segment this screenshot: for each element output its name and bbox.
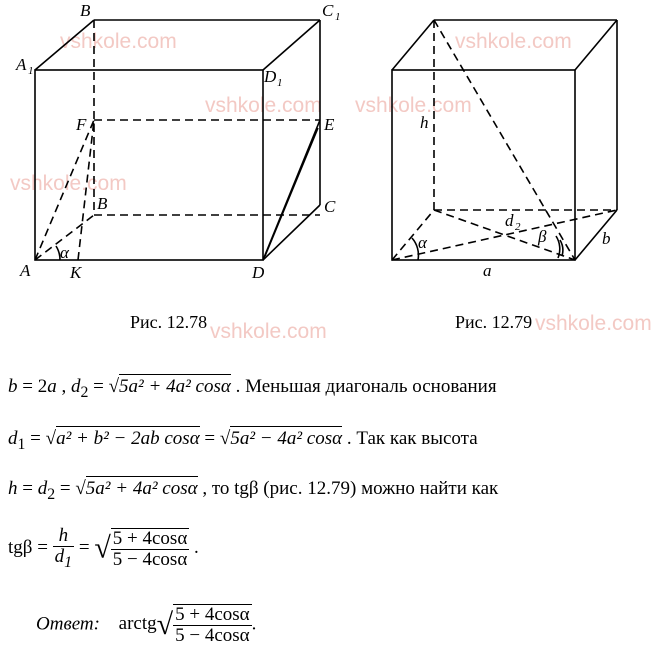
eq: = √ xyxy=(88,376,120,397)
sub: 2 xyxy=(80,383,89,401)
radicand: 5a² − 4a² cosα xyxy=(230,428,343,449)
label-d: D xyxy=(252,263,265,282)
radical-sign: √ xyxy=(94,531,111,565)
lhs: tgβ = xyxy=(8,537,53,559)
eq: = √ xyxy=(25,428,57,449)
edge-d-c xyxy=(263,205,320,260)
radicand: 5a² + 4a² cosα xyxy=(119,376,231,397)
watermark: vshkole.com xyxy=(455,30,572,53)
label-b1: B xyxy=(80,1,91,20)
watermark: vshkole.com xyxy=(355,94,472,117)
label-c1-sub: 1 xyxy=(335,11,341,23)
watermark: vshkole.com xyxy=(205,94,322,117)
fraction-h-d1: $\frac{h}{d_1}$ xyxy=(54,525,73,571)
label-alpha: α xyxy=(60,243,69,262)
watermark: vshkole.com xyxy=(210,320,327,343)
text-run: . Так как высота xyxy=(342,428,478,449)
eq: = 2 xyxy=(17,376,48,397)
label-d2-sub: 2 xyxy=(515,221,521,233)
figure-12-78 xyxy=(35,20,320,260)
watermark: vshkole.com xyxy=(535,312,652,335)
radical-sign: √ xyxy=(156,607,174,641)
label-k: K xyxy=(70,263,82,282)
sub: 2 xyxy=(47,485,56,503)
var: b xyxy=(8,376,18,397)
edge-top-left xyxy=(392,20,434,70)
watermark: vshkole.com xyxy=(10,172,127,195)
answer-function: arctg xyxy=(118,613,157,635)
label-a: a xyxy=(483,261,492,280)
label-d2: d xyxy=(505,211,514,230)
label-d1-sub: 1 xyxy=(277,77,283,89)
watermarks xyxy=(10,30,652,343)
label-c1: C xyxy=(322,1,334,20)
formula-line-4 xyxy=(8,526,199,571)
label-h: h xyxy=(420,113,429,132)
text-run: , то tgβ (рис. 12.79) можно найти как xyxy=(197,478,499,499)
label-b: B xyxy=(97,194,108,213)
var: h xyxy=(8,478,18,499)
label-a1-sub: 1 xyxy=(28,65,34,77)
answer-label: Ответ: xyxy=(36,613,100,635)
label-d1: D xyxy=(264,67,277,86)
watermark: vshkole.com xyxy=(60,30,177,53)
answer-fraction: $\frac{5 + 4\cos\alpha}{5 - 4\cos\alpha}$ xyxy=(175,604,250,646)
period: . xyxy=(189,537,199,559)
formula-line-2 xyxy=(8,428,478,454)
period: . xyxy=(251,613,257,635)
label-c: C xyxy=(324,197,336,216)
hidden-edge-left-bottom xyxy=(392,210,434,260)
formula-line-3 xyxy=(8,478,498,504)
eq: = √ xyxy=(55,478,86,499)
edge-bottom-right xyxy=(575,210,617,260)
formula-line-1 xyxy=(8,376,497,402)
label-a: A xyxy=(20,261,31,280)
radicand: 5a² + 4a² cosα xyxy=(85,478,198,499)
var: a xyxy=(47,376,57,397)
label-alpha: α xyxy=(418,233,427,252)
edge-d1-c1 xyxy=(263,20,320,70)
eq: = xyxy=(17,478,38,499)
caption-12-79: Рис. 12.79 xyxy=(455,312,533,332)
sub: 1 xyxy=(17,435,26,453)
label-beta: β xyxy=(538,227,547,246)
eq: = √ xyxy=(199,428,231,449)
label-b: b xyxy=(602,229,611,248)
var: d xyxy=(70,376,81,397)
line-d-e-double xyxy=(265,128,318,256)
sep: , xyxy=(56,376,71,397)
eq: = xyxy=(78,537,95,559)
var: d xyxy=(37,478,48,499)
figure-12-79-labels xyxy=(418,113,611,332)
answer-line xyxy=(36,604,256,646)
fraction-cos: $\frac{5 + 4\cos\alpha}{5 - 4\cos\alpha}$ xyxy=(112,527,188,570)
radicand: a² + b² − 2ab cosα xyxy=(56,428,200,449)
label-e: E xyxy=(324,115,335,134)
caption-12-78: Рис. 12.78 xyxy=(130,312,208,332)
text-run: . Меньшая диагональ основания xyxy=(230,376,497,397)
var: d xyxy=(8,428,18,449)
label-f: F xyxy=(76,115,87,134)
edge-top-right xyxy=(575,20,617,70)
label-a1: A xyxy=(16,55,27,74)
